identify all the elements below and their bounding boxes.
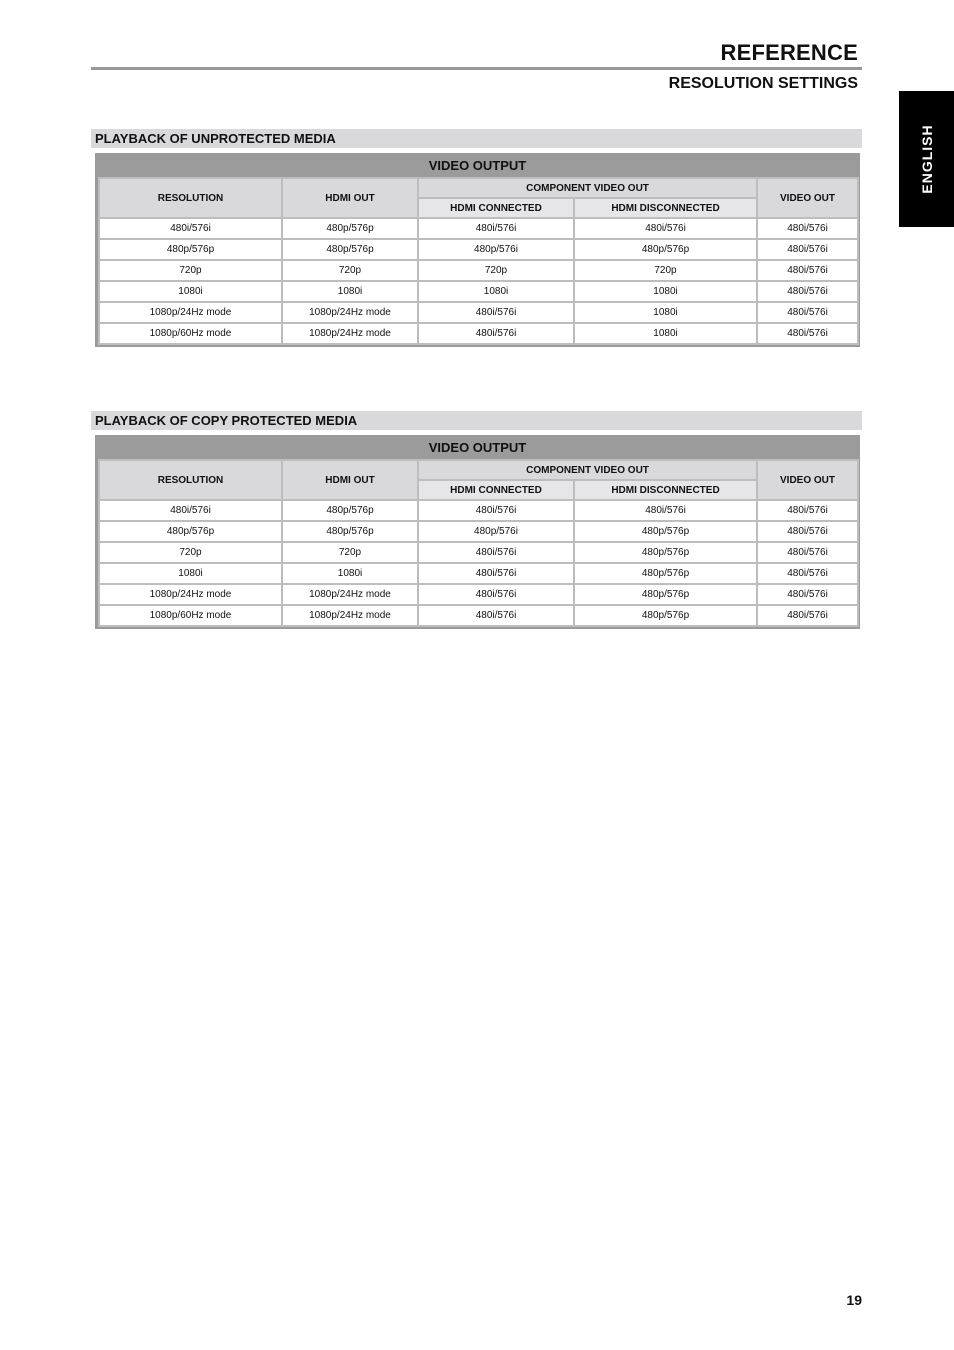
cell-video-out: 480i/576i — [757, 521, 858, 542]
col-hdmi-disconnected: HDMI DISCONNECTED — [574, 198, 757, 218]
resolution-table — [98, 459, 859, 627]
cell-resolution: 480p/576p — [99, 239, 282, 260]
cell-hdmi-out: 480p/576p — [282, 521, 418, 542]
cell-hdmi-out: 1080p/24Hz mode — [282, 302, 418, 323]
cell-hdmi-connected: 480i/576i — [418, 500, 574, 521]
col-hdmi-connected: HDMI CONNECTED — [418, 198, 574, 218]
language-tab — [899, 91, 954, 227]
cell-resolution: 480i/576i — [99, 500, 282, 521]
table-row — [99, 218, 858, 239]
cell-resolution: 1080p/60Hz mode — [99, 323, 282, 344]
cell-hdmi-out: 1080i — [282, 563, 418, 584]
col-hdmi-disconnected: HDMI DISCONNECTED — [574, 480, 757, 500]
cell-hdmi-connected: 480p/576i — [418, 239, 574, 260]
table-row — [99, 584, 858, 605]
section-heading-unprotected: PLAYBACK OF UNPROTECTED MEDIA — [91, 129, 862, 148]
page-title: REFERENCE — [720, 40, 858, 65]
cell-hdmi-out: 1080p/24Hz mode — [282, 323, 418, 344]
cell-hdmi-connected: 480p/576i — [418, 521, 574, 542]
resolution-table — [98, 177, 859, 345]
col-component-video-out: COMPONENT VIDEO OUT — [418, 460, 757, 480]
col-component-video-out: COMPONENT VIDEO OUT — [418, 178, 757, 198]
cell-hdmi-connected: 1080i — [418, 281, 574, 302]
cell-resolution: 1080i — [99, 281, 282, 302]
table-row — [99, 605, 858, 626]
table-row — [99, 563, 858, 584]
cell-hdmi-disconnected: 480p/576p — [574, 521, 757, 542]
cell-hdmi-out: 720p — [282, 260, 418, 281]
cell-hdmi-disconnected: 480p/576p — [574, 605, 757, 626]
cell-hdmi-disconnected: 480p/576p — [574, 239, 757, 260]
table-row — [99, 302, 858, 323]
cell-video-out: 480i/576i — [757, 239, 858, 260]
cell-resolution: 1080p/24Hz mode — [99, 584, 282, 605]
cell-hdmi-connected: 480i/576i — [418, 542, 574, 563]
cell-hdmi-connected: 480i/576i — [418, 605, 574, 626]
cell-hdmi-out: 480p/576p — [282, 218, 418, 239]
resolution-table-unprotected — [95, 153, 860, 347]
resolution-table-copy-protected — [95, 435, 860, 629]
cell-resolution: 1080i — [99, 563, 282, 584]
table-row — [99, 260, 858, 281]
col-video-out: VIDEO OUT — [757, 178, 858, 218]
table-header-row — [99, 460, 858, 480]
cell-hdmi-disconnected: 480p/576p — [574, 563, 757, 584]
language-tab-label: ENGLISH — [918, 124, 935, 194]
cell-resolution: 480i/576i — [99, 218, 282, 239]
cell-resolution: 720p — [99, 260, 282, 281]
table-header-row — [99, 178, 858, 198]
col-resolution: RESOLUTION — [99, 178, 282, 218]
cell-video-out: 480i/576i — [757, 260, 858, 281]
cell-hdmi-disconnected: 480p/576p — [574, 542, 757, 563]
table-row — [99, 281, 858, 302]
cell-hdmi-connected: 480i/576i — [418, 218, 574, 239]
cell-hdmi-disconnected: 1080i — [574, 302, 757, 323]
col-hdmi-out: HDMI OUT — [282, 178, 418, 218]
cell-hdmi-connected: 720p — [418, 260, 574, 281]
cell-video-out: 480i/576i — [757, 605, 858, 626]
cell-video-out: 480i/576i — [757, 500, 858, 521]
col-video-out: VIDEO OUT — [757, 460, 858, 500]
section-heading-copy-protected: PLAYBACK OF COPY PROTECTED MEDIA — [91, 411, 862, 430]
cell-video-out: 480i/576i — [757, 563, 858, 584]
cell-video-out: 480i/576i — [757, 323, 858, 344]
cell-resolution: 720p — [99, 542, 282, 563]
video-output-header: VIDEO OUTPUT — [428, 158, 527, 173]
page-number: 19 — [846, 1292, 862, 1308]
cell-hdmi-connected: 480i/576i — [418, 302, 574, 323]
cell-hdmi-connected: 480i/576i — [418, 584, 574, 605]
cell-resolution: 1080p/24Hz mode — [99, 302, 282, 323]
cell-hdmi-disconnected: 480i/576i — [574, 500, 757, 521]
cell-hdmi-disconnected: 1080i — [574, 281, 757, 302]
cell-hdmi-disconnected: 480i/576i — [574, 218, 757, 239]
cell-hdmi-out: 480p/576p — [282, 500, 418, 521]
cell-video-out: 480i/576i — [757, 218, 858, 239]
table-row — [99, 521, 858, 542]
cell-hdmi-disconnected: 720p — [574, 260, 757, 281]
cell-hdmi-out: 720p — [282, 542, 418, 563]
col-resolution: RESOLUTION — [99, 460, 282, 500]
col-hdmi-connected: HDMI CONNECTED — [418, 480, 574, 500]
cell-hdmi-out: 1080p/24Hz mode — [282, 584, 418, 605]
table-row — [99, 500, 858, 521]
cell-resolution: 480p/576p — [99, 521, 282, 542]
cell-video-out: 480i/576i — [757, 584, 858, 605]
table-row — [99, 323, 858, 344]
cell-hdmi-connected: 480i/576i — [418, 563, 574, 584]
page-subtitle: RESOLUTION SETTINGS — [668, 75, 858, 92]
col-hdmi-out: HDMI OUT — [282, 460, 418, 500]
cell-hdmi-out: 1080i — [282, 281, 418, 302]
cell-resolution: 1080p/60Hz mode — [99, 605, 282, 626]
cell-hdmi-disconnected: 1080i — [574, 323, 757, 344]
cell-video-out: 480i/576i — [757, 542, 858, 563]
cell-hdmi-out: 480p/576p — [282, 239, 418, 260]
title-rule — [91, 67, 862, 70]
table-row — [99, 542, 858, 563]
cell-hdmi-connected: 480i/576i — [418, 323, 574, 344]
table-row — [99, 239, 858, 260]
cell-hdmi-disconnected: 480p/576p — [574, 584, 757, 605]
cell-hdmi-out: 1080p/24Hz mode — [282, 605, 418, 626]
video-output-header: VIDEO OUTPUT — [428, 440, 527, 455]
cell-video-out: 480i/576i — [757, 302, 858, 323]
cell-video-out: 480i/576i — [757, 281, 858, 302]
